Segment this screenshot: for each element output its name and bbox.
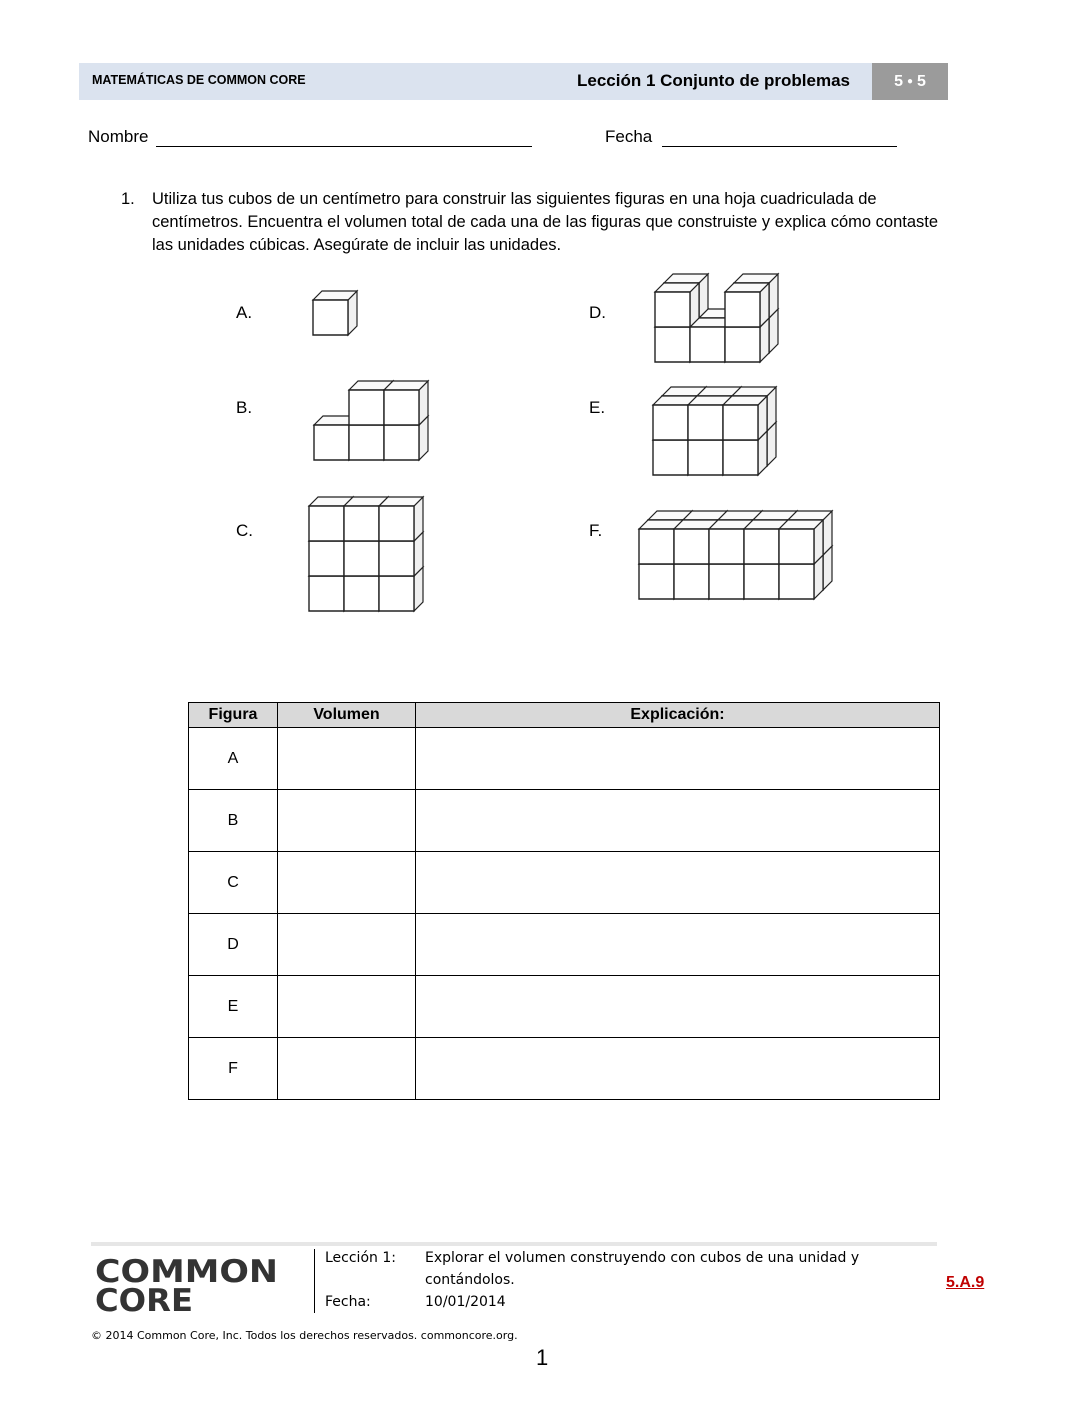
unit-cube	[344, 576, 379, 611]
unit-cube	[725, 292, 760, 327]
svg-text:COMMON: COMMON	[95, 1254, 278, 1290]
unit-cube	[688, 405, 723, 440]
table-row	[189, 852, 940, 914]
volume-cell[interactable]	[278, 1038, 416, 1100]
question-text: Utiliza tus cubos de un centímetro para construir las siguientes figuras en una hoja cuadriculada de centímetros. Encuentra el volumen total de cada una de las figuras que construiste y explica cómo contaste las unidades cúbicas. Asegúrate de incluir las unidades.	[152, 190, 939, 254]
unit-cube	[674, 529, 709, 564]
unit-cube	[674, 564, 709, 599]
unit-cube	[379, 506, 414, 541]
row-figure-label: D	[189, 914, 278, 976]
table-row	[189, 728, 940, 790]
figure-b-cubes	[314, 381, 428, 460]
cube-figures	[0, 0, 1088, 700]
footer-date-label: Fecha:	[325, 1294, 371, 1310]
date-label: Fecha	[605, 127, 653, 146]
unit-cube	[725, 327, 760, 362]
unit-cube	[384, 390, 419, 425]
unit-cube	[653, 440, 688, 475]
unit-cube	[384, 425, 419, 460]
svg-text:CORE: CORE	[95, 1283, 193, 1314]
unit-cube	[723, 405, 758, 440]
unit-cube	[779, 529, 814, 564]
header-lesson-title: Lección 1 Conjunto de problemas	[577, 71, 850, 90]
explanation-cell[interactable]	[416, 1038, 940, 1100]
unit-cube	[639, 529, 674, 564]
explanation-cell[interactable]	[416, 790, 940, 852]
unit-cube	[639, 564, 674, 599]
unit-cube	[349, 425, 384, 460]
volume-cell[interactable]	[278, 728, 416, 790]
unit-cube	[313, 300, 348, 335]
unit-cube	[344, 506, 379, 541]
name-label: Nombre	[88, 127, 149, 146]
unit-cube	[309, 541, 344, 576]
bullet-icon: ●	[906, 76, 914, 87]
unit-cube	[744, 564, 779, 599]
unit-cube	[653, 405, 688, 440]
figure-label-d: D.	[589, 303, 606, 322]
header-volumen: Volumen	[278, 703, 416, 728]
volume-cell[interactable]	[278, 790, 416, 852]
unit-cube	[709, 564, 744, 599]
copyright-text: © 2014 Common Core, Inc. Todos los derechos reservados. commoncore.org.	[91, 1329, 518, 1342]
explanation-cell[interactable]	[416, 976, 940, 1038]
table-header-row	[189, 703, 940, 728]
unit-cube	[349, 390, 384, 425]
figure-label-e: E.	[589, 398, 606, 417]
header-explicacion: Explicación:	[416, 703, 940, 728]
unit-cube	[655, 292, 690, 327]
figure-a-cubes	[313, 291, 357, 335]
header-course-title: MATEMÁTICAS DE COMMON CORE	[92, 73, 306, 87]
header-figura: Figura	[189, 703, 278, 728]
footer-page-code: 5.A.9	[946, 1274, 985, 1291]
row-figure-label: C	[189, 852, 278, 914]
table-row	[189, 914, 940, 976]
table-row	[189, 790, 940, 852]
volume-cell[interactable]	[278, 976, 416, 1038]
grade-number: 5	[894, 72, 903, 90]
footer-lesson-label: Lección 1:	[325, 1250, 396, 1266]
common-core-logo	[95, 1254, 285, 1314]
unit-cube	[379, 541, 414, 576]
footer-lesson-text-2: contándolos.	[425, 1272, 515, 1288]
table-row	[189, 1038, 940, 1100]
unit-cube	[709, 529, 744, 564]
unit-cube	[309, 506, 344, 541]
unit-cube	[690, 327, 725, 362]
unit-cube	[314, 425, 349, 460]
row-figure-label: B	[189, 790, 278, 852]
figure-c-cubes	[309, 497, 423, 611]
table-row	[189, 976, 940, 1038]
explanation-cell[interactable]	[416, 852, 940, 914]
page-number: 1	[536, 1345, 549, 1370]
figure-label-b: B.	[236, 398, 253, 417]
explanation-cell[interactable]	[416, 914, 940, 976]
footer-date-value: 10/01/2014	[425, 1294, 506, 1310]
unit-cube	[744, 529, 779, 564]
figure-label-c: C.	[236, 521, 253, 540]
footer-divider	[314, 1249, 315, 1313]
row-figure-label: F	[189, 1038, 278, 1100]
module-number: 5	[917, 72, 926, 90]
row-figure-label: A	[189, 728, 278, 790]
unit-cube	[309, 576, 344, 611]
figure-d-cubes	[655, 274, 778, 362]
explanation-cell[interactable]	[416, 728, 940, 790]
volume-cell[interactable]	[278, 852, 416, 914]
figure-f-cubes	[639, 511, 832, 599]
footer-rule	[91, 1242, 937, 1246]
unit-cube	[655, 327, 690, 362]
figure-label-f: F.	[589, 521, 603, 540]
unit-cube	[344, 541, 379, 576]
volume-table	[188, 702, 940, 1100]
footer-lesson-text-1: Explorar el volumen construyendo con cubos de una unidad y	[425, 1250, 860, 1266]
figure-e-cubes	[653, 387, 776, 475]
unit-cube	[379, 576, 414, 611]
unit-cube	[688, 440, 723, 475]
question-number: 1.	[121, 190, 135, 208]
unit-cube	[779, 564, 814, 599]
figure-label-a: A.	[236, 303, 253, 322]
unit-cube	[723, 440, 758, 475]
row-figure-label: E	[189, 976, 278, 1038]
volume-cell[interactable]	[278, 914, 416, 976]
